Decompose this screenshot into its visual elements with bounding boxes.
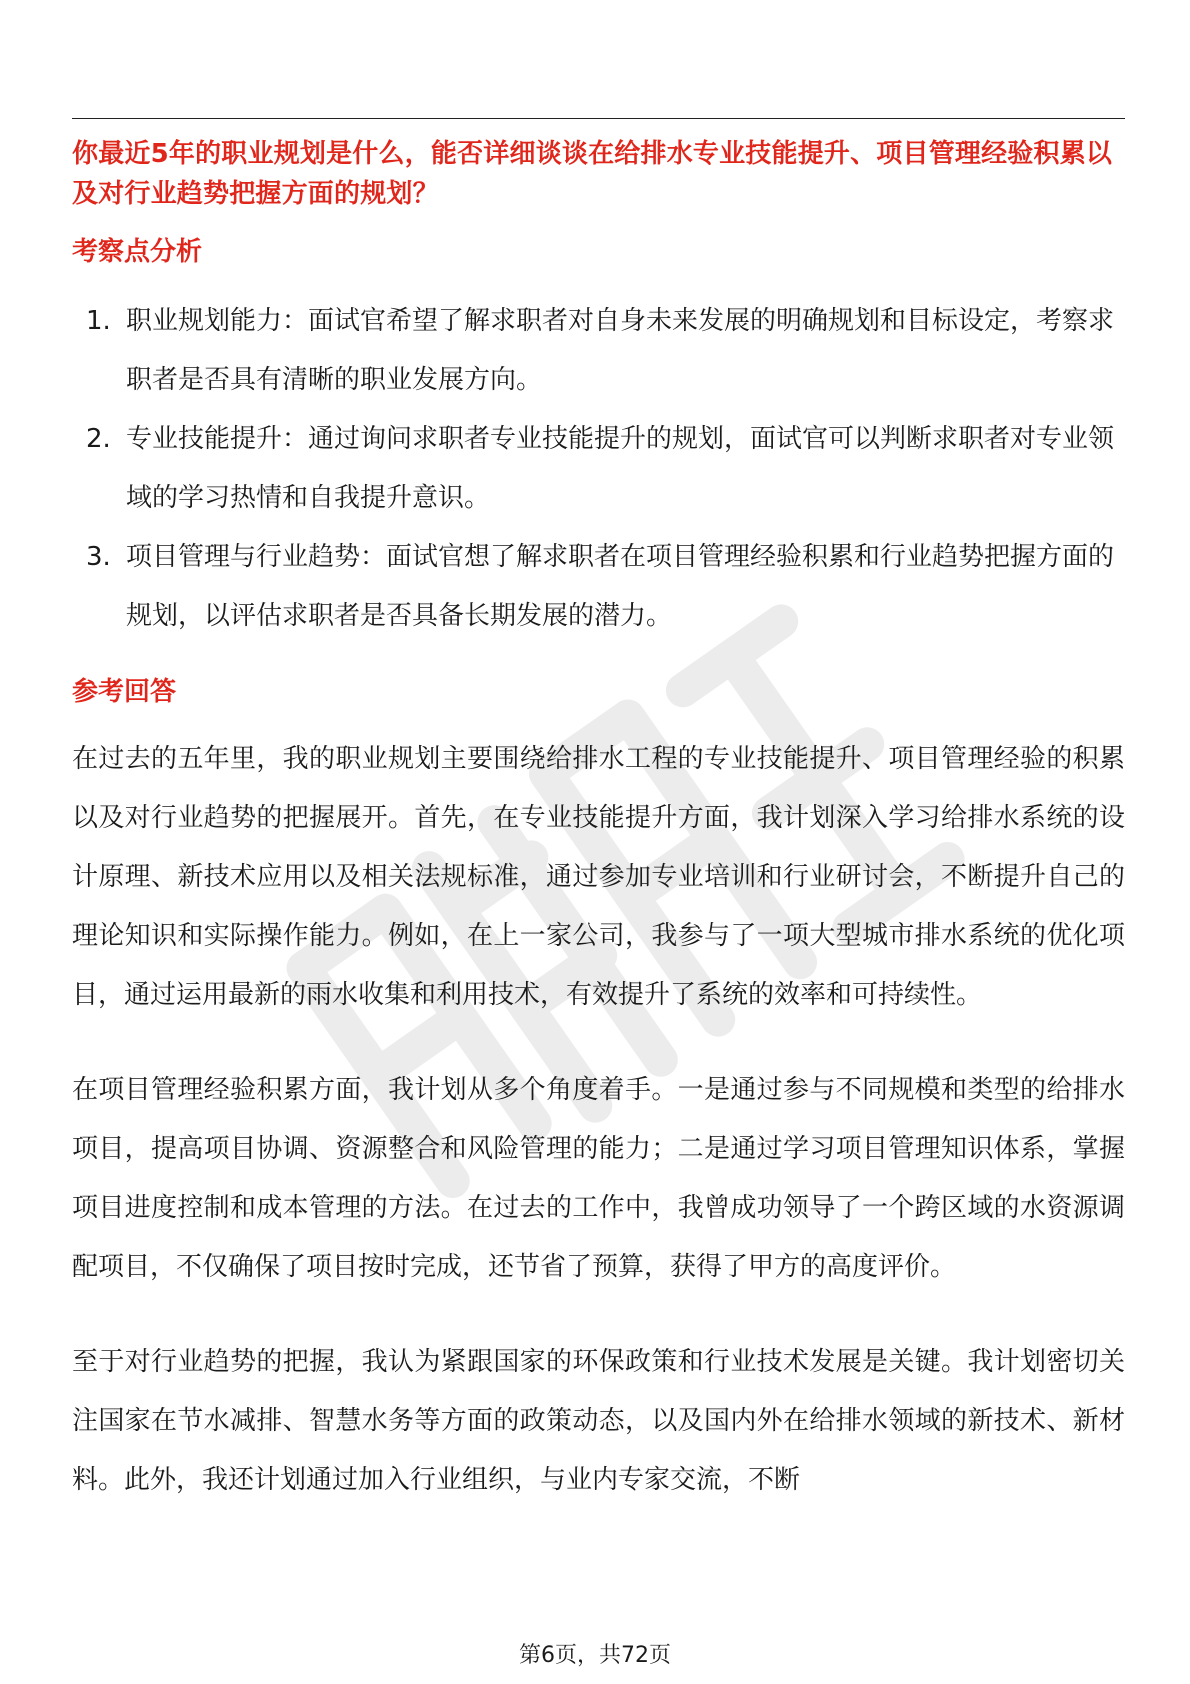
- analysis-heading: 考察点分析: [72, 237, 203, 267]
- analysis-item-text: 专业技能提升：通过询问求职者专业技能提升的规划，面试官可以判断求职者对专业领域的学习热情和自我提升意识。: [126, 424, 1115, 513]
- analysis-item: [72, 292, 1125, 410]
- analysis-item-number: 1.: [86, 306, 111, 336]
- analysis-list: [72, 292, 1125, 646]
- answer-paragraph: 在过去的五年里，我的职业规划主要围绕给排水工程的专业技能提升、项目管理经验的积累以及对行业趋势的把握展开。首先，在专业技能提升方面，我计划深入学习给排水系统的设计原理、新技术应用以及相关法规标准，通过参加专业培训和行业研讨会，不断提升自己的理论知识和实际操作能力。例如，在上一家公司，我参与了一项大型城市排水系统的优化项目，通过运用最新的雨水收集和利用技术，有效提升了系统的效率和可持续性。: [72, 744, 1125, 1010]
- analysis-item-text: 职业规划能力：面试官希望了解求职者对自身未来发展的明确规划和目标设定，考察求职者是否具有清晰的职业发展方向。: [126, 306, 1115, 395]
- analysis-item-number: 2.: [86, 424, 111, 454]
- analysis-item-number: 3.: [86, 542, 111, 572]
- analysis-item-text: 项目管理与行业趋势：面试官想了解求职者在项目管理经验积累和行业趋势把握方面的规划，以评估求职者是否具备长期发展的潜力。: [126, 542, 1115, 631]
- answer-paragraph: 在项目管理经验积累方面，我计划从多个角度着手。一是通过参与不同规模和类型的给排水项目，提高项目协调、资源整合和风险管理的能力；二是通过学习项目管理知识体系，掌握项目进度控制和成本管理的方法。在过去的工作中，我曾成功领导了一个跨区域的水资源调配项目，不仅确保了项目按时完成，还节省了预算，获得了甲方的高度评价。: [72, 1075, 1125, 1282]
- answer-heading: 参考回答: [72, 677, 177, 707]
- question-title: 你最近5年的职业规划是什么，能否详细谈谈在给排水专业技能提升、项目管理经验积累以及对行业趋势把握方面的规划？: [72, 139, 1113, 209]
- answer-paragraph: 至于对行业趋势的把握，我认为紧跟国家的环保政策和行业技术发展是关键。我计划密切关注国家在节水减排、智慧水务等方面的政策动态，以及国内外在给排水领域的新技术、新材料。此外，我还计划通过加入行业组织，与业内专家交流，不断: [72, 1347, 1125, 1495]
- analysis-item: [72, 410, 1125, 528]
- document-content: [72, 134, 1125, 1510]
- page-number: 第6页，共72页: [519, 1643, 671, 1668]
- analysis-item: [72, 528, 1125, 646]
- header-rule: [72, 118, 1125, 119]
